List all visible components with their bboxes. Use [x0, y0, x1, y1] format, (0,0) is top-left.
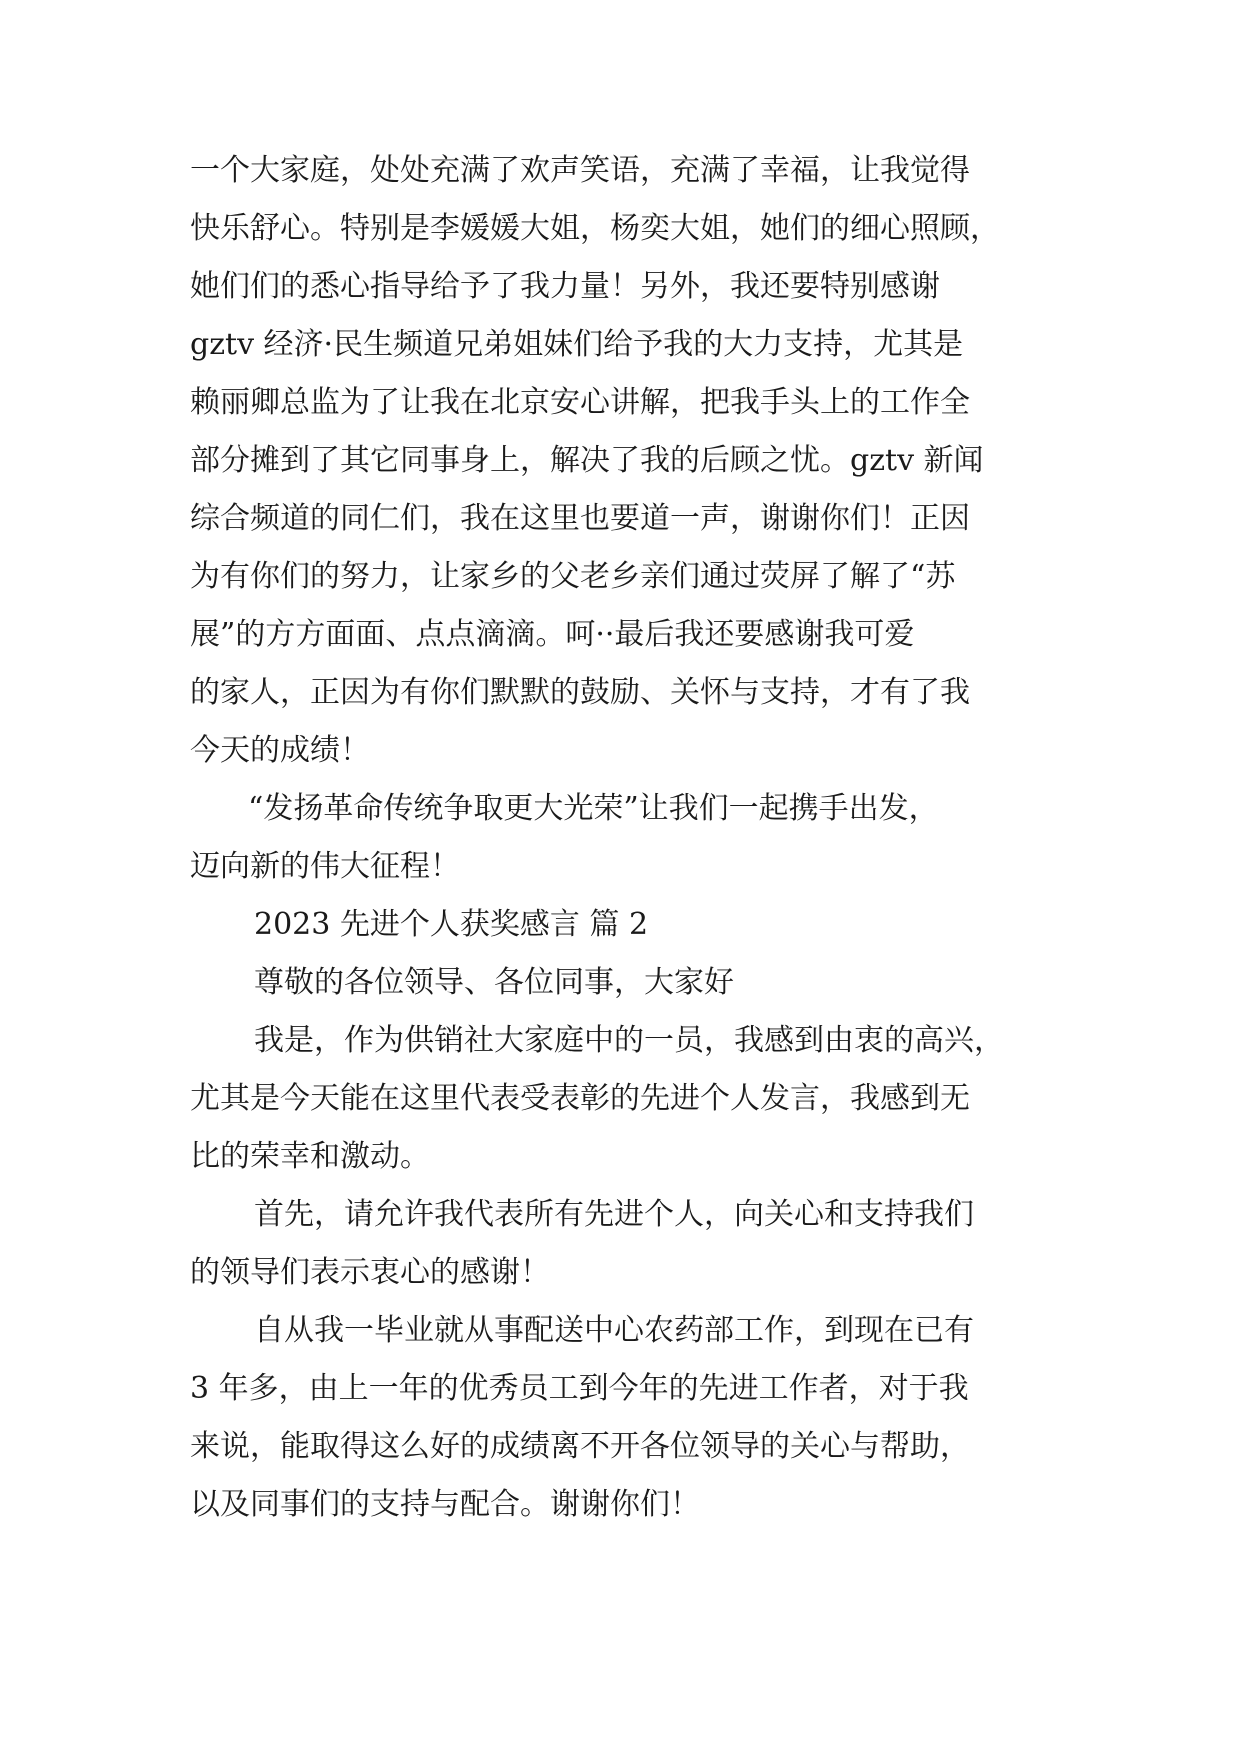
- paragraph-line: 部分摊到了其它同事身上，解决了我的后顾之忧。gztv 新闻: [190, 443, 984, 478]
- paragraph-line: 来说，能取得这么好的成绩离不开各位领导的关心与帮助，: [190, 1429, 970, 1464]
- paragraph-line: 比的荣幸和激动。: [190, 1139, 430, 1174]
- paragraph-line: 综合频道的同仁们，我在这里也要道一声，谢谢你们！正因: [190, 501, 970, 536]
- paragraph-line: 尤其是今天能在这里代表受表彰的先进个人发言，我感到无: [190, 1081, 970, 1116]
- paragraph-line: gztv 经济·民生频道兄弟姐妹们给予我的大力支持，尤其是: [190, 327, 964, 362]
- paragraph-line: 的领导们表示衷心的感谢！: [190, 1255, 550, 1290]
- section-heading: 2023 先进个人获奖感言 篇 2: [254, 907, 649, 942]
- paragraph-line: 今天的成绩！: [190, 733, 370, 768]
- paragraph-line: 为有你们的努力，让家乡的父老乡亲们通过荧屏了解了“苏: [190, 559, 956, 594]
- paragraph-line: 的家人，正因为有你们默默的鼓励、关怀与支持，才有了我: [190, 675, 970, 710]
- paragraph-line: 我是，作为供销社大家庭中的一员，我感到由衷的高兴，: [254, 1023, 1004, 1058]
- salutation-line: 尊敬的各位领导、各位同事，大家好: [254, 965, 734, 1000]
- paragraph-line: 快乐舒心。特别是李媛媛大姐，杨奕大姐，她们的细心照顾，: [190, 211, 1000, 246]
- paragraph-line: 自从我一毕业就从事配送中心农药部工作，到现在已有: [254, 1313, 974, 1348]
- paragraph-line: 以及同事们的支持与配合。谢谢你们！: [190, 1487, 700, 1522]
- paragraph-line: 首先，请允许我代表所有先进个人，向关心和支持我们: [254, 1197, 974, 1232]
- paragraph-line: 迈向新的伟大征程！: [190, 849, 460, 884]
- paragraph-line: 一个大家庭，处处充满了欢声笑语，充满了幸福，让我觉得: [190, 153, 970, 188]
- paragraph-line: 3 年多，由上一年的优秀员工到今年的先进工作者，对于我: [190, 1371, 969, 1406]
- paragraph-line: “发扬革命传统争取更大光荣”让我们一起携手出发，: [248, 791, 939, 826]
- paragraph-line: 赖丽卿总监为了让我在北京安心讲解，把我手头上的工作全: [190, 385, 970, 420]
- paragraph-line: 她们们的悉心指导给予了我力量！另外，我还要特别感谢: [190, 269, 940, 304]
- paragraph-line: 展”的方方面面、点点滴滴。呵··最后我还要感谢我可爱: [190, 617, 915, 652]
